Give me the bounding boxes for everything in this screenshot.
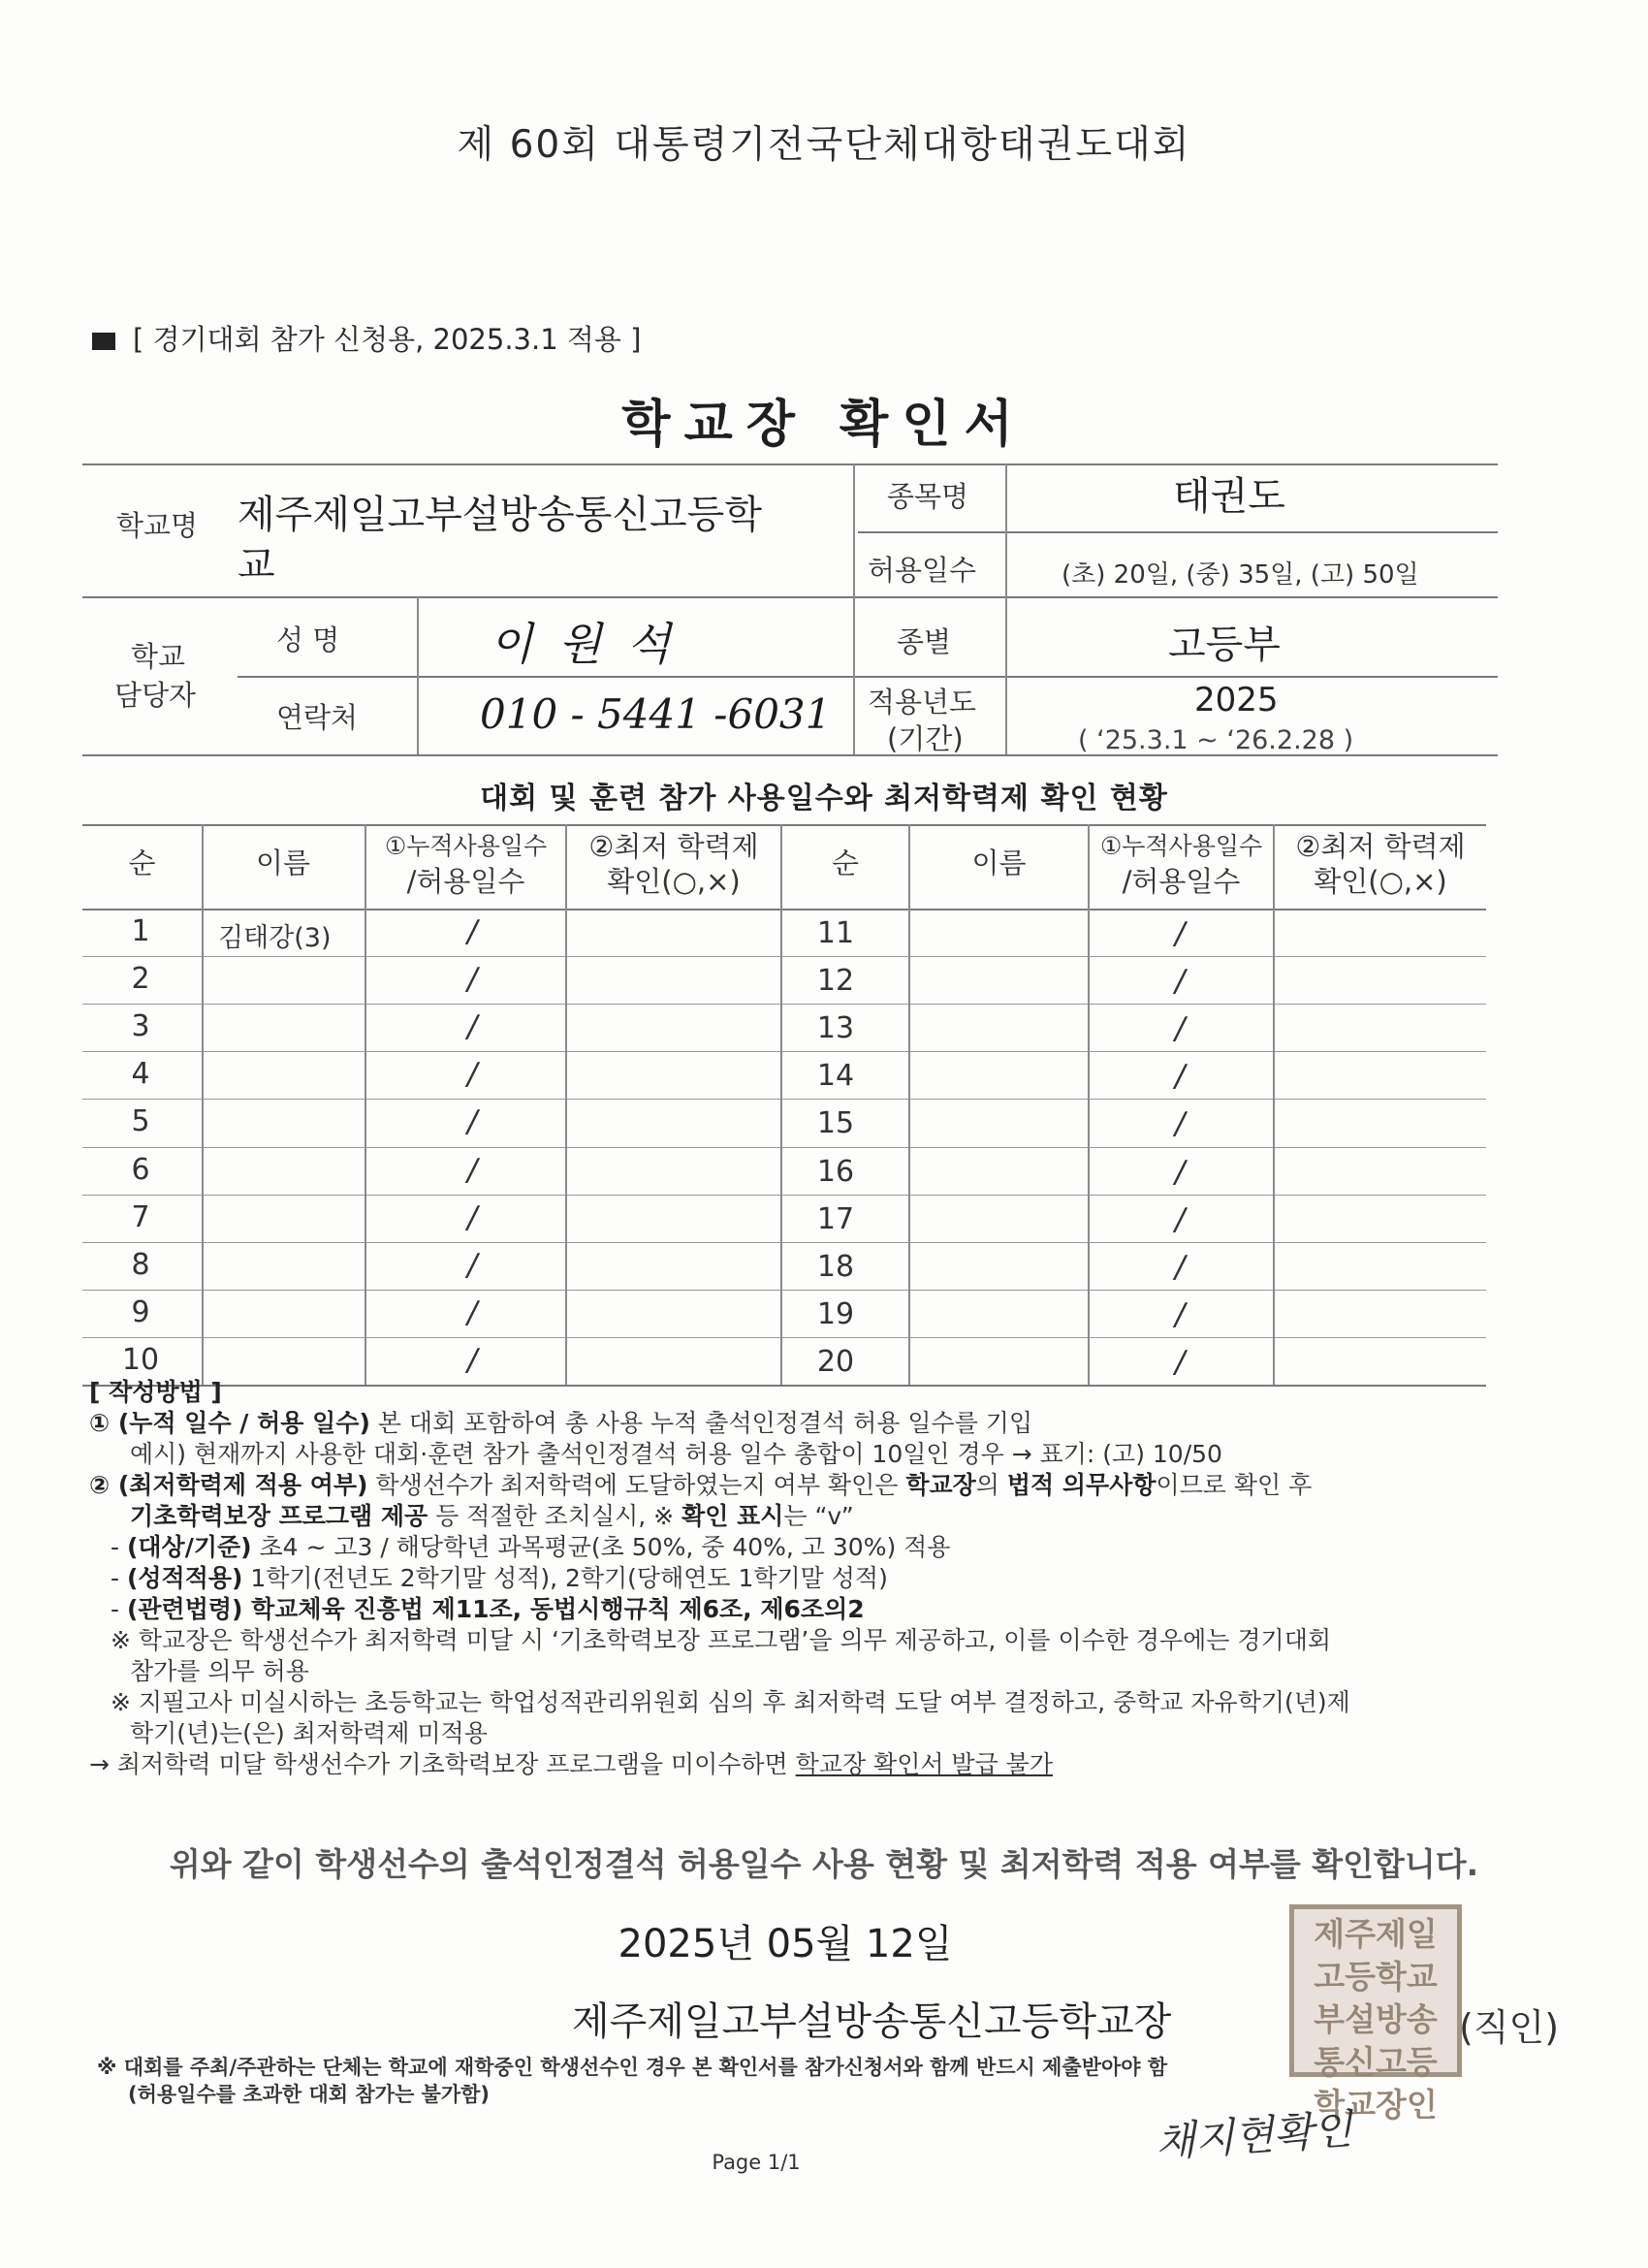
days-slash: / bbox=[1175, 1011, 1186, 1046]
footnote bbox=[97, 2054, 1167, 2108]
notes-heading: [ 작성방법 ] bbox=[89, 1378, 222, 1406]
row-number: 3 bbox=[131, 1009, 150, 1043]
days-slash: / bbox=[1175, 1059, 1186, 1094]
writing-instructions: [ 작성방법 ] ① (누적 일수 / 허용 일수) 본 대회 포함하여 총 사용 누적 출석인정결석 허용 일수를 기입 예시) 현재까지 사용한 대회·훈련 참가 출석인정결석 허용 일수 총합이 10일인 경우 → 표기: (고) 10/50 ② (최저학력제 적용 여부) 학생선수가 최저학력에 도달하였는지 여부 확인은 학교장의 법적 의무사항이므로 확인 후 기초학력보장 프로그램 제공 등 적절한 조치실시, ※ 확인 표시는 “v” - (대상/기준) 초4 ~ 고3 / 해당학년 과목평균(초 50%, 중 40%, 고 30%) 적용 - (성적적용) 1학기(전년도 2학기말 성적), 2학기(당해연도 1학기말 성적) - (관련법령) 학교체육 진흥법 제11조, 동법시행규칙 제6조, 제6조의2 ※ 학교장은 학생선수가 최저학력 미달 시 ‘기초학력보장 프로그램’을 의무 제공하고, 이를 이수한 경우에는 경기대회 참가를 의무 허용 ※ 지필고사 미실시하는 초등학교는 학업성적관리위원회 심의 후 최저학력 도달 여부 결정하고, 중학교 자유학기(년)제 학기(년)는(은) 최저학력제 미적용 → 최저학력 미달 학생선수가 기초학력보장 프로그램을 미이수하면 학교장 확인서 발급 불가 bbox=[89, 1377, 1485, 1780]
row-number: 12 bbox=[816, 964, 855, 998]
note1-title: ① (누적 일수 / 허용 일수) bbox=[89, 1409, 370, 1437]
period-value: ( ‘25.3.1 ~ ‘26.2.28 ) bbox=[1078, 725, 1354, 755]
note2-bold-d: 법적 의무사항 bbox=[1006, 1471, 1157, 1499]
days-slash: / bbox=[467, 962, 478, 997]
allowed-days-value: (초) 20일, (중) 35일, (고) 50일 bbox=[1062, 560, 1419, 590]
days-slash: / bbox=[467, 1153, 478, 1188]
header-days-line2: /허용일수 bbox=[406, 865, 525, 898]
days-slash: / bbox=[467, 1200, 478, 1235]
days-slash: / bbox=[1175, 1202, 1186, 1237]
days-slash: / bbox=[1175, 916, 1186, 951]
category-value: 고등부 bbox=[1168, 623, 1281, 667]
days-slash: / bbox=[1175, 1297, 1186, 1332]
school-name-line1: 제주제일고부설방송통신고등학 bbox=[238, 493, 762, 537]
row-number: 1 bbox=[131, 914, 150, 948]
row-number: 4 bbox=[131, 1057, 150, 1091]
seal-text: 제주제일고등학교부설방송통신고등학교장인 bbox=[1314, 1915, 1438, 2124]
year-value: 2025 bbox=[1194, 681, 1279, 719]
header-no: 순 bbox=[128, 847, 156, 879]
note2-title: ② (최저학력제 적용 여부) bbox=[89, 1471, 368, 1499]
school-name bbox=[238, 490, 762, 591]
apply-note-text: [ 경기대회 참가 신청용, 2025.3.1 적용 ] bbox=[133, 323, 642, 356]
note2-text-a: 학생선수가 최저학력에 도달하였는지 여부 확인은 bbox=[367, 1471, 906, 1499]
sport-value: 태권도 bbox=[1173, 474, 1285, 519]
handwritten-signature: 채지현확인 bbox=[1154, 2104, 1354, 2167]
info-rule bbox=[82, 596, 1498, 598]
row-number: 6 bbox=[131, 1153, 150, 1187]
section-title: 대회 및 훈련 참가 사용일수와 최저학력제 확인 현황 bbox=[480, 782, 1168, 815]
rule1-line2: 참가를 의무 허용 bbox=[130, 1657, 309, 1685]
table-divider bbox=[1273, 824, 1275, 1385]
header-check-right-line2: 확인(○,×) bbox=[1314, 865, 1447, 898]
header-days-right-line1: ①누적사용일수 bbox=[1099, 832, 1263, 860]
note2-line2-text: 등 적절한 조치실시, ※ bbox=[428, 1502, 682, 1530]
row-number: 8 bbox=[131, 1248, 150, 1282]
grade-title: (성적적용) bbox=[126, 1564, 243, 1592]
law-text: 학교체육 진흥법 제11조, 동법시행규칙 제6조, 제6조의2 bbox=[242, 1595, 865, 1623]
note1-example: 예시) 현재까지 사용한 대회·훈련 참가 출석인정결석 허용 일수 총합이 10일인 경우 → 표기: (고) 10/50 bbox=[130, 1440, 1222, 1468]
contact-person-label-2: 담당자 bbox=[114, 679, 197, 712]
footnote-line2: (허용일수를 초과한 대회 참가는 불가함) bbox=[128, 2083, 491, 2106]
note2-line2-text2: 는 “v” bbox=[783, 1502, 854, 1530]
days-slash: / bbox=[1175, 1106, 1186, 1141]
row-rule bbox=[82, 1290, 1486, 1291]
header-days-right-line2: /허용일수 bbox=[1122, 865, 1241, 898]
days-slash: / bbox=[467, 914, 478, 949]
days-slash: / bbox=[467, 1057, 478, 1092]
row-number: 20 bbox=[816, 1345, 855, 1379]
row-number: 7 bbox=[131, 1200, 150, 1234]
target-text: 초4 ~ 고3 / 해당학년 과목평균(초 50%, 중 40%, 고 30%) 적용 bbox=[251, 1533, 951, 1561]
days-slash: / bbox=[1175, 1250, 1186, 1285]
days-slash: / bbox=[1175, 964, 1186, 999]
name-label: 성 명 bbox=[276, 623, 340, 656]
header-name: 이름 bbox=[255, 847, 311, 879]
table-divider bbox=[364, 824, 366, 1385]
row-number: 16 bbox=[816, 1155, 855, 1189]
header-check-line1: ②최저 학력제 bbox=[588, 830, 759, 863]
category-label: 종별 bbox=[897, 625, 952, 658]
rule1-line1: ※ 학교장은 학생선수가 최저학력 미달 시 ‘기초학력보장 프로그램’을 의무 제공하고, 이를 이수한 경우에는 경기대회 bbox=[111, 1626, 1331, 1654]
info-rule bbox=[82, 463, 1498, 465]
issue-date: 2025년 05월 12일 bbox=[618, 1922, 953, 1966]
principal-name: 제주제일고부설방송통신고등학교장 bbox=[572, 1999, 1172, 2044]
row-number: 17 bbox=[816, 1202, 855, 1236]
header-check bbox=[567, 829, 780, 899]
days-slash: / bbox=[467, 1248, 478, 1283]
note2-line2-bold: 기초학력보장 프로그램 제공 bbox=[130, 1502, 428, 1530]
page-number: Page 1/1 bbox=[712, 2151, 801, 2174]
days-slash: / bbox=[467, 1295, 478, 1330]
info-divider bbox=[853, 463, 855, 754]
header-check-line2: 확인(○,×) bbox=[607, 865, 741, 898]
sport-label: 종목명 bbox=[887, 480, 969, 513]
target-title: (대상/기준) bbox=[126, 1533, 252, 1561]
row-rule bbox=[82, 1337, 1486, 1338]
row-number: 14 bbox=[816, 1059, 855, 1093]
info-rule bbox=[858, 531, 1498, 533]
header-check-right-line1: ②최저 학력제 bbox=[1295, 830, 1466, 863]
rule2-line2: 학기(년)는(은) 최저학력제 미적용 bbox=[130, 1719, 488, 1747]
apply-note bbox=[92, 318, 641, 358]
row-rule bbox=[82, 1147, 1486, 1148]
seal-mark: (직인) bbox=[1459, 2006, 1560, 2049]
row-rule bbox=[82, 1004, 1486, 1005]
info-divider bbox=[417, 596, 419, 754]
row-rule bbox=[82, 1051, 1486, 1052]
law-title: (관련법령) bbox=[126, 1595, 243, 1623]
row-number: 15 bbox=[816, 1106, 855, 1140]
document-title: 학교장 확인서 bbox=[621, 396, 1027, 454]
table-rule bbox=[82, 824, 1486, 826]
table-rule bbox=[82, 909, 1486, 910]
year-label-1: 적용년도 bbox=[868, 686, 977, 719]
row-number: 19 bbox=[816, 1297, 855, 1331]
note2-line2-bold2: 확인 표시 bbox=[681, 1502, 784, 1530]
contact-phone: 010 - 5441 -6031 bbox=[480, 690, 832, 738]
days-slash: / bbox=[467, 1009, 478, 1044]
header-check-right bbox=[1275, 829, 1486, 899]
note2-text-e: 이므로 확인 후 bbox=[1156, 1471, 1313, 1499]
square-bullet-icon bbox=[92, 333, 115, 350]
row-number: 13 bbox=[816, 1011, 855, 1045]
header-days-right bbox=[1090, 829, 1273, 899]
row-number: 2 bbox=[131, 962, 150, 996]
row-number: 11 bbox=[816, 916, 855, 950]
table-divider bbox=[565, 824, 567, 1385]
days-slash: / bbox=[1175, 1155, 1186, 1190]
rule2-line1: ※ 지필고사 미실시하는 초등학교는 학업성적관리위원회 심의 후 최저학력 도달 여부 결정하고, 중학교 자유학기(년)제 bbox=[111, 1688, 1350, 1716]
days-slash: / bbox=[467, 1343, 478, 1378]
row-rule bbox=[82, 1195, 1486, 1196]
header-name-right: 이름 bbox=[971, 847, 1027, 879]
row-number: 18 bbox=[816, 1250, 855, 1284]
row-rule bbox=[82, 956, 1486, 957]
footnote-line1: ※ 대회를 주최/주관하는 단체는 학교에 재학중인 학생선수인 경우 본 확인서를 참가신청서와 함께 반드시 제출받아야 함 bbox=[97, 2056, 1168, 2079]
contact-name: 이 원 석 bbox=[490, 618, 677, 670]
info-rule bbox=[238, 676, 1498, 678]
rule3-text: → 최저학력 미달 학생선수가 기초학력보장 프로그램을 미이수하면 bbox=[89, 1750, 796, 1778]
row-name: 김태강(3) bbox=[218, 923, 332, 953]
note2-bold-b: 학교장 bbox=[905, 1471, 976, 1499]
days-slash: / bbox=[1175, 1345, 1186, 1380]
table-divider bbox=[1088, 824, 1090, 1385]
phone-label: 연락처 bbox=[276, 701, 359, 734]
allowed-days-label: 허용일수 bbox=[868, 554, 977, 587]
competition-title: 제 60회 대통령기전국단체대항태권도대회 bbox=[457, 123, 1191, 167]
note1-text: 본 대회 포함하여 총 사용 누적 출석인정결석 허용 일수를 기입 bbox=[369, 1409, 1033, 1437]
row-rule bbox=[82, 1242, 1486, 1243]
row-number: 10 bbox=[121, 1343, 160, 1377]
row-rule bbox=[82, 1099, 1486, 1100]
table-divider bbox=[202, 824, 204, 1385]
school-name-line2: 교 bbox=[238, 543, 275, 588]
confirm-statement: 위와 같이 학생선수의 출석인정결석 허용일수 사용 현황 및 최저학력 적용 여부를 확인합니다. bbox=[169, 1845, 1479, 1883]
days-slash: / bbox=[467, 1104, 478, 1139]
official-seal bbox=[1289, 1904, 1462, 2124]
info-divider bbox=[1005, 463, 1007, 754]
year-label-2: (기간) bbox=[887, 722, 964, 755]
header-days bbox=[366, 829, 565, 899]
row-number: 5 bbox=[131, 1104, 150, 1138]
header-no-right: 순 bbox=[831, 847, 859, 879]
note2-text-c: 의 bbox=[975, 1471, 1007, 1499]
header-days-line1: ①누적사용일수 bbox=[384, 832, 548, 860]
school-label: 학교명 bbox=[116, 509, 199, 542]
contact-person-label-1: 학교 bbox=[131, 640, 186, 673]
rule3-underlined: 학교장 확인서 발급 불가 bbox=[795, 1750, 1053, 1778]
table-divider bbox=[908, 824, 910, 1385]
grade-text: 1학기(전년도 2학기말 성적), 2학기(당해연도 1학기말 성적) bbox=[242, 1564, 888, 1592]
row-number: 9 bbox=[131, 1295, 150, 1329]
